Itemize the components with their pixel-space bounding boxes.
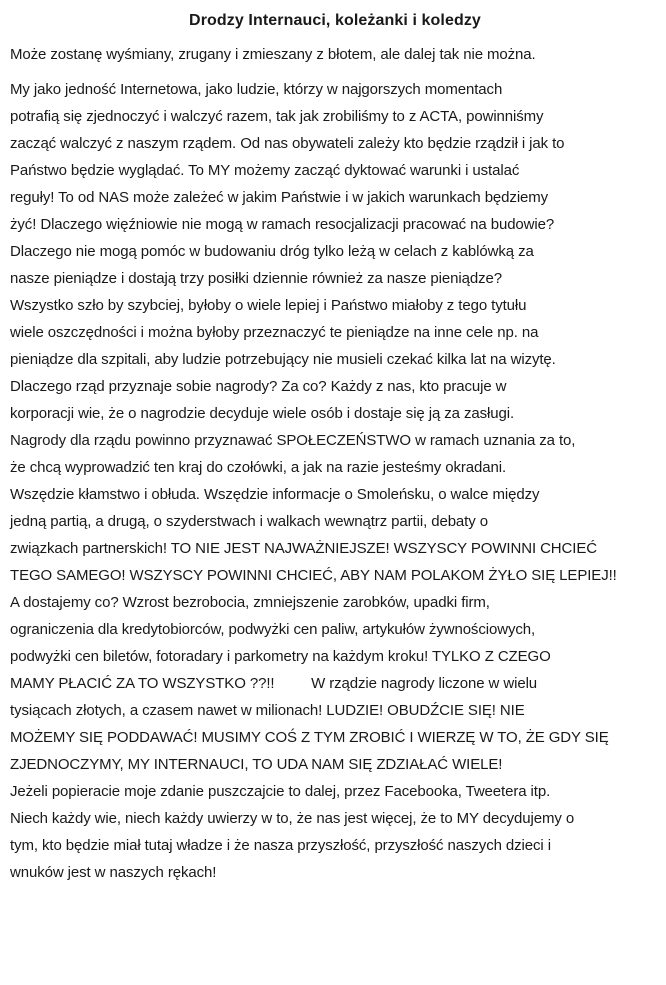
- text-line: zacząć walczyć z naszym rządem. Od nas obywateli zależy kto będzie rządził i jak to: [10, 135, 565, 152]
- text-line: Jeżeli popieracie moje zdanie puszczajcie to dalej, przez Facebooka, Tweetera itp.: [10, 783, 551, 800]
- intro-paragraph: [10, 41, 660, 68]
- text-line: tym, kto będzie miał tutaj władze i że nasza przyszłość, przyszłość naszych dzieci i: [10, 837, 551, 854]
- text-line: podwyżki cen biletów, fotoradary i parkometry na każdym kroku! TYLKO Z CZEGO: [10, 648, 551, 665]
- body-paragraph: [10, 76, 660, 886]
- text-line: My jako jedność Internetowa, jako ludzie, którzy w najgorszych momentach: [10, 81, 503, 98]
- text-line: ZJEDNOCZYMY, MY INTERNAUCI, TO UDA NAM SIĘ ZDZIAŁAĆ WIELE!: [10, 756, 503, 773]
- text-line: A dostajemy co? Wzrost bezrobocia, zmniejszenie zarobków, upadki firm,: [10, 594, 490, 611]
- text-line: wiele oszczędności i można byłoby przeznaczyć te pieniądze na inne cele np. na: [10, 324, 539, 341]
- text-line: Nagrody dla rządu powinno przyznawać SPOŁECZEŃSTWO w ramach uznania za to,: [10, 432, 576, 449]
- text-line: tysiącach złotych, a czasem nawet w milionach! LUDZIE! OBUDŹCIE SIĘ! NIE: [10, 702, 525, 719]
- text-line: Wszystko szło by szybciej, byłoby o wiele lepiej i Państwo miałoby z tego tytułu: [10, 297, 527, 314]
- text-line: korporacji wie, że o nagrodzie decyduje wiele osób i dostaje się ją za zasługi.: [10, 405, 515, 422]
- text-line: nasze pieniądze i dostają trzy posiłki dziennie również za nasze pieniądze?: [10, 270, 502, 287]
- text-line: MOŻEMY SIĘ PODDAWAĆ! MUSIMY COŚ Z TYM ZROBIĆ I WIERZĘ W TO, ŻE GDY SIĘ: [10, 729, 609, 746]
- text-line: pieniądze dla szpitali, aby ludzie potrzebujący nie musieli czekać kilka lat na wizytę.: [10, 351, 556, 368]
- text-line: że chcą wyprowadzić ten kraj do czołówki, a jak na razie jesteśmy okradani.: [10, 459, 507, 476]
- text-line: Dlaczego nie mogą pomóc w budowaniu dróg tylko leżą w celach z kablówką za: [10, 243, 534, 260]
- text-line: wnuków jest w naszych rękach!: [10, 864, 217, 881]
- text-line: Niech każdy wie, niech każdy uwierzy w to, że nas jest więcej, że to MY decydujemy o: [10, 810, 575, 827]
- text-line: Wszędzie kłamstwo i obłuda. Wszędzie informacje o Smoleńsku, o walce między: [10, 486, 540, 503]
- text-line: reguły! To od NAS może zależeć w jakim Państwie i w jakich warunkach będziemy: [10, 189, 549, 206]
- document-title: Drodzy Internauci, koleżanki i koledzy: [189, 12, 481, 29]
- intro-line: Może zostanę wyśmiany, zrugany i zmieszany z błotem, ale dalej tak nie można.: [10, 46, 536, 63]
- text-line: żyć! Dlaczego więźniowie nie mogą w ramach resocjalizacji pracować na budowie?: [10, 216, 555, 233]
- text-line: TEGO SAMEGO! WSZYSCY POWINNI CHCIEĆ, ABY NAM POLAKOM ŻYŁO SIĘ LEPIEJ!!: [10, 567, 617, 584]
- text-line: Państwo będzie wyglądać. To MY możemy zacząć dyktować warunki i ustalać: [10, 162, 520, 179]
- text-line: MAMY PŁACIĆ ZA TO WSZYSTKO ??!! W rządzie nagrody liczone w wielu: [10, 675, 538, 692]
- text-line: ograniczenia dla kredytobiorców, podwyżki cen paliw, artykułów żywnościowych,: [10, 621, 536, 638]
- text-line: jedną partią, a drugą, o szyderstwach i walkach wewnątrz partii, debaty o: [10, 513, 488, 530]
- text-line: Dlaczego rząd przyznaje sobie nagrody? Za co? Każdy z nas, kto pracuje w: [10, 378, 507, 395]
- text-line: potrafią się zjednoczyć i walczyć razem, tak jak zrobiliśmy to z ACTA, powinniśmy: [10, 108, 544, 125]
- text-line: związkach partnerskich! TO NIE JEST NAJWAŻNIEJSZE! WSZYSCY POWINNI CHCIEĆ: [10, 540, 597, 557]
